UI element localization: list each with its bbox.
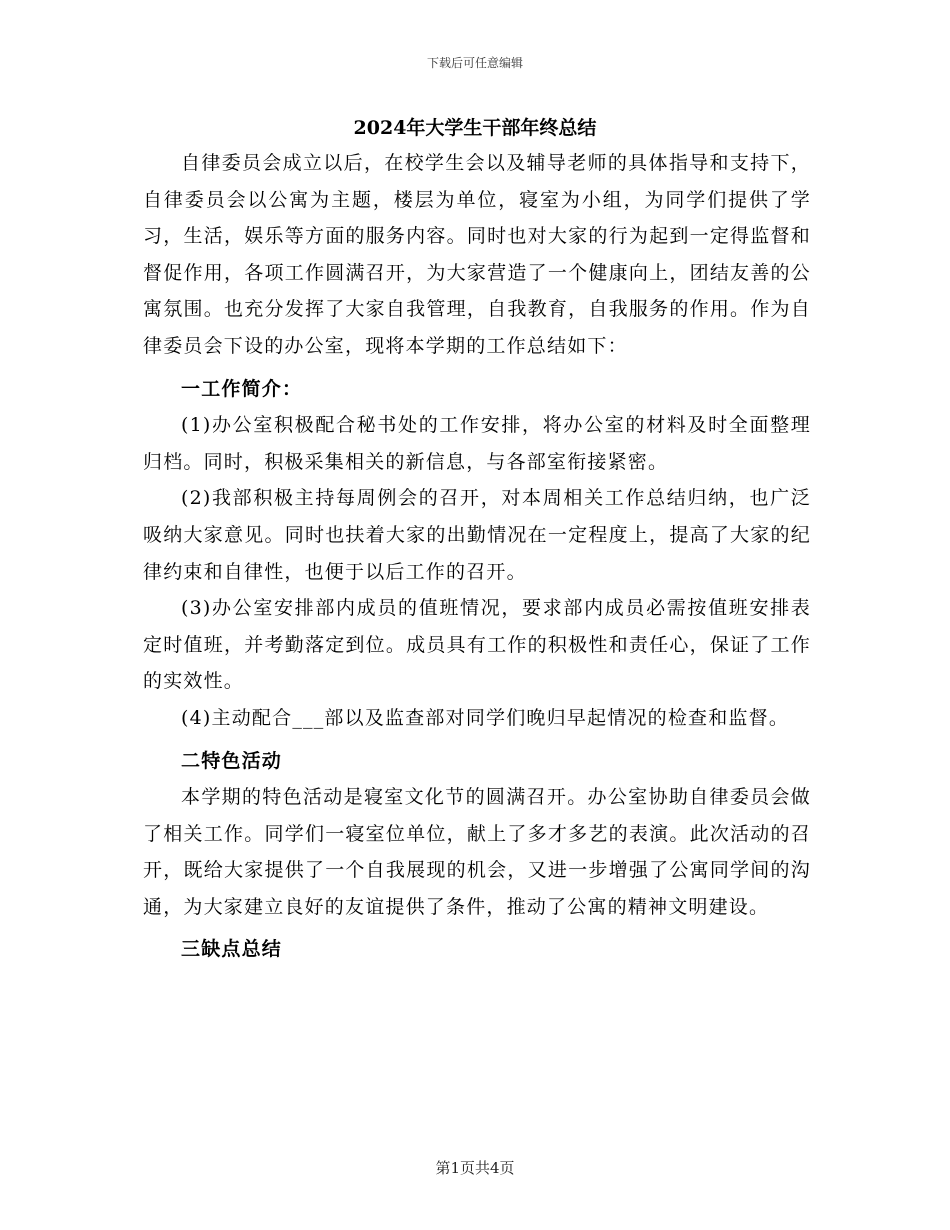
activity-paragraph: 本学期的特色活动是寝室文化节的圆满召开。办公室协助自律委员会做了相关工作。同学们一寝室位单位，献上了多才多艺的表演。此次活动的召开，既给大家提供了一个自我展现的机会，又进一步增强了公寓同学间的沟通，为大家建立良好的友谊提供了条件，推动了公寓的精神文明建设。 <box>143 786 811 918</box>
page-footer: 第1页共4页 <box>435 1159 515 1177</box>
work-item-2: (2)我部积极主持每周例会的召开，对本周相关工作总结归纳，也广泛吸纳大家意见。同时也扶着大家的出勤情况在一定程度上，提高了大家的纪律约束和自律性，也便于以后工作的召开。 <box>143 487 811 583</box>
document-body <box>143 145 811 968</box>
intro-paragraph: 自律委员会成立以后，在校学生会以及辅导老师的具体指导和支持下，自律委员会以公寓为主题，楼层为单位，寝室为小组，为同学们提供了学习，生活，娱乐等方面的服务内容。同时也对大家的行为起到一定得监督和督促作用，各项工作圆满召开，为大家营造了一个健康向上，团结友善的公寓氛围。也充分发挥了大家自我管理，自我教育，自我服务的作用。作为自律委员会下设的办公室，现将本学期的工作总结如下： <box>143 152 811 357</box>
work-item-3: (3)办公室安排部内成员的值班情况，要求部内成员必需按值班安排表定时值班，并考勤落定到位。成员具有工作的积极性和责任心，保证了工作的实效性。 <box>143 597 811 693</box>
section-heading-work-intro: 一工作简介： <box>181 377 303 400</box>
header-note: 下载后可任意编辑 <box>426 56 523 70</box>
section-heading-shortcomings: 三缺点总结 <box>181 938 283 961</box>
work-item-1: (1)办公室积极配合秘书处的工作安排，将办公室的材料及时全面整理归档。同时，积极采集相关的新信息，与各部室衔接紧密。 <box>143 414 811 473</box>
document-title: 2024年大学生干部年终总结 <box>353 117 597 139</box>
work-item-4: (4)主动配合___部以及监查部对同学们晚归早起情况的检查和监督。 <box>181 706 790 729</box>
section-heading-activities: 二特色活动 <box>181 749 283 772</box>
